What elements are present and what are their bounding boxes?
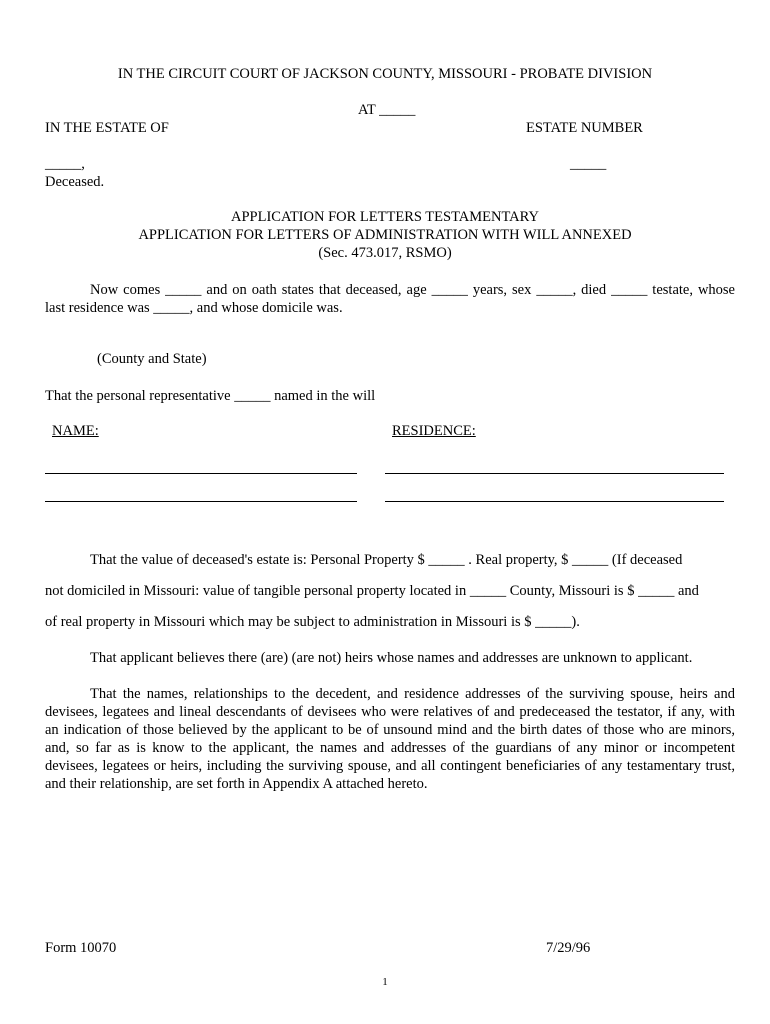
heirs-unknown-statement: That applicant believes there (are) (are not) heirs whose names and addresses are unknown to applicant. xyxy=(90,650,693,666)
form-number: Form 10070 xyxy=(45,940,117,956)
estate-of-label: IN THE ESTATE OF xyxy=(45,120,169,136)
name-line-2 xyxy=(45,501,357,502)
residence-line-1 xyxy=(385,473,724,474)
oath-paragraph: Now comes _____ and on oath states that deceased, age _____ years, sex _____, died _____ testate, whose last residence was _____, and whose domicile was. xyxy=(45,282,735,316)
title-statute: (Sec. 473.017, RSMO) xyxy=(318,245,452,261)
page-number: 1 xyxy=(382,976,388,988)
estate-number-blank: _____ xyxy=(570,156,607,172)
residence-line-2 xyxy=(385,501,724,502)
at-field: AT _____ xyxy=(358,102,416,118)
appendix-paragraph: That the names, relationships to the decedent, and residence addresses of the surviving spouse, heirs and devisees, legatees and lineal descendants of devisees who were relatives of and predeceased the testator, if any, with an indication of those believed by the applicant to be of unsound mind and the birth dates of those who are minors, and, so far as is know to the applicant, the names and addresses of the guardians of any minor or incompetent devisees, legatees or heirs, including the surviving spouse, and all contingent beneficiaries of any testamentary trust, and their relationship, are set forth in Appendix A attached hereto. xyxy=(45,686,735,792)
title-line-2: APPLICATION FOR LETTERS OF ADMINISTRATION WITH WILL ANNEXED xyxy=(138,227,632,243)
decedent-name-blank: _____, xyxy=(45,156,85,172)
personal-representative-line: That the personal representative _____ named in the will xyxy=(45,388,376,404)
county-state-label: (County and State) xyxy=(97,351,207,367)
deceased-label: Deceased. xyxy=(45,174,105,190)
name-line-1 xyxy=(45,473,357,474)
estate-number-label: ESTATE NUMBER xyxy=(526,120,643,136)
estate-value-line-2: not domiciled in Missouri: value of tangible personal property located in _____ County, Missouri is $ _____ and xyxy=(45,583,699,599)
estate-value-line-1: That the value of deceased's estate is: Personal Property $ _____ . Real property, $ _____ (If deceased xyxy=(90,552,683,568)
form-date: 7/29/96 xyxy=(546,940,591,956)
estate-value-line-3: of real property in Missouri which may be subject to administration in Missouri is $ _____). xyxy=(45,614,580,630)
name-column-header: NAME: xyxy=(52,423,99,439)
residence-column-header: RESIDENCE: xyxy=(392,423,476,439)
title-line-1: APPLICATION FOR LETTERS TESTAMENTARY xyxy=(231,209,539,225)
court-heading: IN THE CIRCUIT COURT OF JACKSON COUNTY, MISSOURI - PROBATE DIVISION xyxy=(117,66,653,82)
